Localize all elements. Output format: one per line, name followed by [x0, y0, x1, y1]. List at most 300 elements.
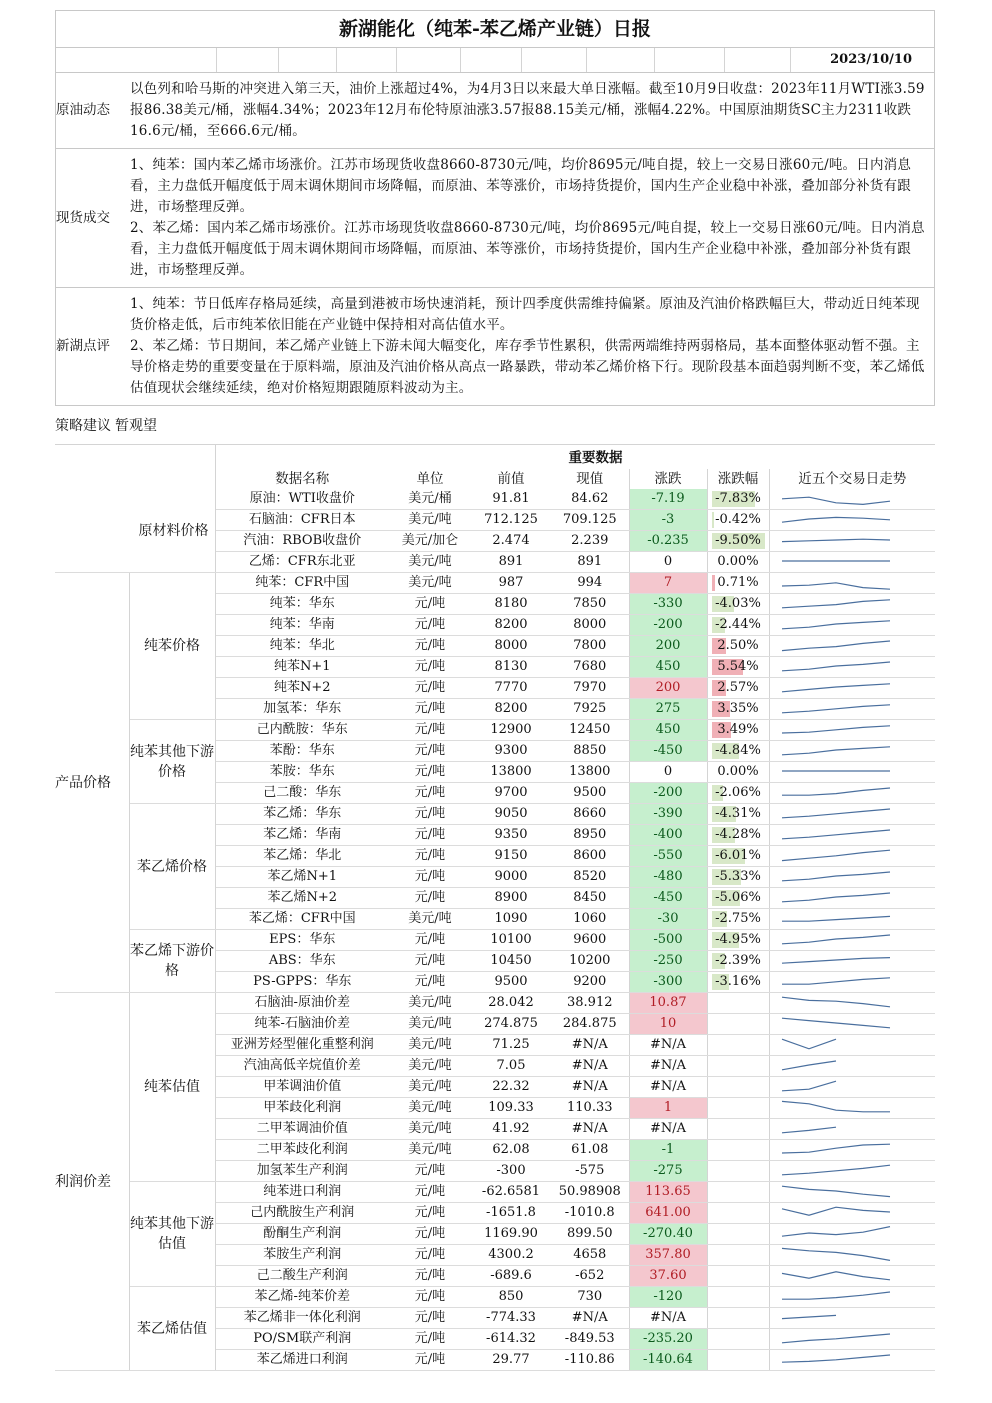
row-change-percent	[707, 1161, 769, 1182]
row-unit: 美元/吨	[389, 1035, 471, 1056]
sparkline-line	[782, 641, 890, 651]
row-name: 苯乙烯：CFR中国	[215, 909, 389, 930]
row-change: 357.80	[629, 1245, 707, 1266]
change-percent-value: 2.50%	[717, 638, 759, 653]
row-prev-value: 9700	[471, 783, 551, 804]
row-current-value: -1010.8	[551, 1203, 629, 1224]
sparkline-chart	[770, 531, 930, 551]
change-percent-value: -0.42%	[715, 512, 761, 527]
row-sparkline	[769, 1119, 935, 1140]
row-change: -200	[629, 783, 707, 804]
row-prev-value: 987	[471, 573, 551, 594]
row-prev-value: 4300.2	[471, 1245, 551, 1266]
row-sparkline	[769, 783, 935, 804]
row-unit: 元/吨	[389, 720, 471, 741]
row-unit: 美元/吨	[389, 909, 471, 930]
row-sparkline	[769, 552, 935, 573]
row-unit: 元/吨	[389, 1245, 471, 1266]
sparkline-line	[782, 1061, 836, 1070]
row-unit: 元/吨	[389, 594, 471, 615]
table-row	[55, 993, 935, 1014]
row-change-percent	[707, 1350, 769, 1371]
row-prev-value: 109.33	[471, 1098, 551, 1119]
row-change: 1	[629, 1098, 707, 1119]
row-unit: 美元/吨	[389, 573, 471, 594]
row-name: ABS：华东	[215, 951, 389, 972]
row-prev-value: 10450	[471, 951, 551, 972]
row-change-percent	[707, 636, 769, 657]
row-change: 0	[629, 762, 707, 783]
strategy-label: 策略建议	[55, 418, 111, 434]
sparkline-chart	[770, 1161, 930, 1181]
sparkline-line	[782, 916, 890, 921]
row-current-value: 4658	[551, 1245, 629, 1266]
row-change: -480	[629, 867, 707, 888]
row-sparkline	[769, 930, 935, 951]
row-change: -450	[629, 741, 707, 762]
change-percent-value: -7.83%	[715, 491, 761, 506]
row-current-value: -849.53	[551, 1329, 629, 1350]
sparkline-line	[782, 1207, 890, 1215]
group-label: 原材料价格	[55, 489, 215, 573]
row-prev-value: 891	[471, 552, 551, 573]
row-sparkline	[769, 762, 935, 783]
row-unit: 元/吨	[389, 741, 471, 762]
row-change-percent	[707, 1098, 769, 1119]
row-change: 37.60	[629, 1266, 707, 1287]
row-sparkline	[769, 951, 935, 972]
row-change: -270.40	[629, 1224, 707, 1245]
row-prev-value: 9300	[471, 741, 551, 762]
row-unit: 元/吨	[389, 1287, 471, 1308]
row-change: -7.19	[629, 489, 707, 510]
row-sparkline	[769, 909, 935, 930]
row-unit: 元/吨	[389, 888, 471, 909]
column-header: 近五个交易日走势	[769, 469, 935, 489]
row-current-value: 994	[551, 573, 629, 594]
row-unit: 美元/吨	[389, 1056, 471, 1077]
row-prev-value: 71.25	[471, 1035, 551, 1056]
sparkline-line	[782, 497, 890, 504]
row-change-percent	[707, 552, 769, 573]
row-change-percent	[707, 720, 769, 741]
row-current-value: 8850	[551, 741, 629, 762]
change-percent-bar	[712, 512, 714, 528]
row-change: 200	[629, 678, 707, 699]
row-current-value: 1060	[551, 909, 629, 930]
sparkline-chart	[770, 825, 930, 845]
change-percent-value: -3.16%	[715, 974, 761, 989]
row-change-percent	[707, 825, 769, 846]
row-unit: 元/吨	[389, 1224, 471, 1245]
sparkline-chart	[770, 1203, 930, 1223]
change-percent-value: -2.75%	[715, 911, 761, 926]
row-name: 苯乙烯：华北	[215, 846, 389, 867]
row-unit: 元/吨	[389, 972, 471, 993]
sparkline-chart	[770, 1182, 930, 1202]
subgroup-label: 纯苯价格	[129, 573, 215, 720]
row-current-value: -575	[551, 1161, 629, 1182]
row-name: 石脑油-原油价差	[215, 993, 389, 1014]
row-change-percent	[707, 1203, 769, 1224]
row-name: 亚洲芳烃型催化重整利润	[215, 1035, 389, 1056]
row-current-value: 7925	[551, 699, 629, 720]
row-change-percent	[707, 531, 769, 552]
row-current-value: 7970	[551, 678, 629, 699]
report-title: 新湖能化（纯苯-苯乙烯产业链）日报	[55, 10, 935, 48]
row-unit: 元/吨	[389, 825, 471, 846]
row-sparkline	[769, 825, 935, 846]
sparkline-line	[782, 1144, 890, 1153]
sparkline-line	[782, 1248, 890, 1260]
row-change-percent	[707, 1329, 769, 1350]
sparkline-chart	[770, 930, 930, 950]
sparkline-chart	[770, 636, 930, 656]
data-table	[55, 469, 935, 1371]
sparkline-chart	[770, 993, 930, 1013]
row-change-percent	[707, 1182, 769, 1203]
sparkline-chart	[770, 1056, 930, 1076]
row-change: -300	[629, 972, 707, 993]
sparkline-line	[782, 997, 890, 1007]
group-label: 利润价差	[55, 993, 129, 1371]
row-change-percent	[707, 804, 769, 825]
sparkline-line	[782, 1081, 836, 1091]
row-change-percent	[707, 930, 769, 951]
sparkline-chart	[770, 510, 930, 530]
sparkline-chart	[770, 888, 930, 908]
row-unit: 元/吨	[389, 657, 471, 678]
row-name: 二甲苯调油价值	[215, 1119, 389, 1140]
row-name: 纯苯：华北	[215, 636, 389, 657]
row-current-value: 899.50	[551, 1224, 629, 1245]
sparkline-chart	[770, 1266, 930, 1286]
row-prev-value: -1651.8	[471, 1203, 551, 1224]
row-current-value: 9200	[551, 972, 629, 993]
row-prev-value: 7.05	[471, 1056, 551, 1077]
row-unit: 元/吨	[389, 804, 471, 825]
row-sparkline	[769, 741, 935, 762]
row-unit: 元/吨	[389, 1203, 471, 1224]
sparkline-chart	[770, 762, 930, 782]
section-text	[130, 149, 934, 287]
change-percent-value: -5.06%	[715, 890, 761, 905]
sparkline-chart	[770, 846, 930, 866]
row-current-value: #N/A	[551, 1077, 629, 1098]
row-prev-value: -774.33	[471, 1308, 551, 1329]
sparkline-line	[782, 726, 890, 733]
row-name: 苯胺：华东	[215, 762, 389, 783]
change-percent-value: -5.33%	[715, 869, 761, 884]
row-name: 甲苯歧化利润	[215, 1098, 389, 1119]
row-change: -400	[629, 825, 707, 846]
row-prev-value: 712.125	[471, 510, 551, 531]
row-prev-value: 8000	[471, 636, 551, 657]
row-change-percent	[707, 909, 769, 930]
row-name: 乙烯：CFR东北亚	[215, 552, 389, 573]
row-change: 10	[629, 1014, 707, 1035]
column-header: 现值	[576, 471, 604, 487]
row-unit: 美元/桶	[389, 489, 471, 510]
row-unit: 元/吨	[389, 846, 471, 867]
sparkline-line	[782, 850, 890, 860]
row-prev-value: 12900	[471, 720, 551, 741]
row-current-value: 13800	[551, 762, 629, 783]
row-current-value: 709.125	[551, 510, 629, 531]
row-current-value: 8600	[551, 846, 629, 867]
sparkline-chart	[770, 594, 930, 614]
subgroup-label: 纯苯估值	[129, 993, 215, 1182]
row-name: 纯苯-石脑油价差	[215, 1014, 389, 1035]
section-paragraph: 2、苯乙烯：国内苯乙烯市场涨价。江苏市场现货收盘8660-8730元/吨，均价8695元/吨自提，较上一交易日涨60元/吨。日内消息看，主力盘低开幅度低于周末调休期间市场降幅，而原油、苯等涨价，市场持货提价，国内生产企业稳中补涨，叠加部分补货有跟进，市场整理反弹。	[130, 220, 925, 278]
row-name: 苯胺生产利润	[215, 1245, 389, 1266]
row-unit: 元/吨	[389, 1329, 471, 1350]
row-current-value: 110.33	[551, 1098, 629, 1119]
sparkline-line	[782, 978, 890, 984]
row-change: -235.20	[629, 1329, 707, 1350]
row-unit: 美元/吨	[389, 552, 471, 573]
row-change: #N/A	[629, 1035, 707, 1056]
row-unit: 美元/吨	[389, 1077, 471, 1098]
row-change: -140.64	[629, 1350, 707, 1371]
sparkline-line	[782, 1018, 890, 1028]
row-change-percent	[707, 573, 769, 594]
row-sparkline	[769, 1350, 935, 1371]
row-unit: 元/吨	[389, 783, 471, 804]
row-name: 酚酮生产利润	[215, 1224, 389, 1245]
change-percent-value: -4.31%	[715, 806, 761, 821]
row-current-value: 8000	[551, 615, 629, 636]
sparkline-line	[782, 1227, 890, 1237]
row-change-percent	[707, 489, 769, 510]
row-change-percent	[707, 783, 769, 804]
text-sections	[55, 73, 935, 406]
row-change-percent	[707, 1140, 769, 1161]
row-name: PS-GPPS：华东	[215, 972, 389, 993]
row-prev-value: 274.875	[471, 1014, 551, 1035]
row-current-value: #N/A	[551, 1035, 629, 1056]
row-sparkline	[769, 972, 935, 993]
table-header-row	[55, 469, 935, 489]
row-change-percent	[707, 1035, 769, 1056]
row-sparkline	[769, 594, 935, 615]
row-change-percent	[707, 1287, 769, 1308]
row-sparkline	[769, 1308, 935, 1329]
row-unit: 元/吨	[389, 636, 471, 657]
sparkline-chart	[770, 1119, 930, 1139]
row-name: 苯乙烯：华东	[215, 804, 389, 825]
row-change-percent	[707, 951, 769, 972]
report-page	[55, 10, 935, 1371]
row-sparkline	[769, 1035, 935, 1056]
sparkline-line	[782, 788, 890, 795]
sparkline-chart	[770, 804, 930, 824]
change-percent-value: 3.35%	[717, 701, 759, 716]
section-label: 现货成交	[56, 209, 110, 226]
row-change: 275	[629, 699, 707, 720]
row-sparkline	[769, 888, 935, 909]
row-change: #N/A	[629, 1119, 707, 1140]
row-change: #N/A	[629, 1308, 707, 1329]
row-change-percent	[707, 510, 769, 531]
sparkline-chart	[770, 1077, 930, 1097]
row-unit: 美元/吨	[389, 510, 471, 531]
row-name: PO/SM联产利润	[215, 1329, 389, 1350]
sparkline-chart	[770, 1014, 930, 1034]
sparkline-line	[782, 583, 890, 589]
row-change: -450	[629, 888, 707, 909]
change-percent-value: -4.03%	[715, 596, 761, 611]
sparkline-line	[782, 1165, 890, 1175]
row-unit: 元/吨	[389, 1266, 471, 1287]
row-current-value: 730	[551, 1287, 629, 1308]
subgroup-label: 纯苯其他下游价格	[129, 720, 215, 804]
sparkline-chart	[770, 573, 930, 593]
sparkline-line	[782, 1315, 836, 1318]
row-prev-value: -614.32	[471, 1329, 551, 1350]
section-paragraph: 1、纯苯：节日低库存格局延续，高量到港被市场快速消耗，预计四季度供需维持偏紧。原油及汽油价格跌幅巨大，带动近日纯苯现货价格走低，后市纯苯依旧能在产业链中保持相对高估值水平。	[130, 296, 920, 333]
strategy-text: 暂观望	[115, 418, 157, 434]
sparkline-chart	[770, 909, 930, 929]
sparkline-line	[782, 1101, 890, 1111]
row-name: 己内酰胺：华东	[215, 720, 389, 741]
change-percent-value: 5.54%	[717, 659, 759, 674]
change-percent-value: -4.28%	[715, 827, 761, 842]
row-unit: 元/吨	[389, 930, 471, 951]
sparkline-chart	[770, 552, 930, 572]
row-current-value: #N/A	[551, 1119, 629, 1140]
row-current-value: #N/A	[551, 1308, 629, 1329]
change-percent-value: 3.49%	[717, 722, 759, 737]
section-text	[130, 73, 934, 148]
row-change-percent	[707, 993, 769, 1014]
table-title: 重要数据	[215, 445, 935, 469]
sparkline-chart	[770, 1098, 930, 1118]
section-paragraph: 2、苯乙烯：节日期间，苯乙烯产业链上下游未闻大幅变化，库存季节性累积，供需两端维持两弱格局，基本面整体驱动暂不强。主导价格走势的重要变量在于原料端，原油及汽油价格从高点一路暴跌，带动苯乙烯价格下行。现阶段基本面趋弱判断不变，苯乙烯低估值现状会继续延续，绝对价格短期跟随原料波动为主。	[130, 338, 925, 396]
row-name: 己二酸：华东	[215, 783, 389, 804]
row-sparkline	[769, 720, 935, 741]
sparkline-line	[782, 1292, 890, 1299]
row-sparkline	[769, 1077, 935, 1098]
row-unit: 元/吨	[389, 699, 471, 720]
row-prev-value: 7770	[471, 678, 551, 699]
row-name: 纯苯：CFR中国	[215, 573, 389, 594]
sparkline-line	[782, 1334, 890, 1343]
row-change-percent	[707, 741, 769, 762]
row-prev-value: 91.81	[471, 489, 551, 510]
row-prev-value: 8180	[471, 594, 551, 615]
row-change: -1	[629, 1140, 707, 1161]
row-change-percent	[707, 972, 769, 993]
row-prev-value: 8200	[471, 615, 551, 636]
sparkline-line	[782, 662, 890, 671]
table-row	[55, 1287, 935, 1308]
subgroup-label: 苯乙烯估值	[129, 1287, 215, 1371]
row-name: 苯乙烯：华南	[215, 825, 389, 846]
sparkline-line	[782, 621, 890, 629]
sparkline-line	[782, 872, 890, 881]
row-sparkline	[769, 846, 935, 867]
sparkline-line	[782, 1127, 836, 1133]
change-percent-bar	[712, 575, 716, 591]
row-unit: 元/吨	[389, 867, 471, 888]
row-current-value: 891	[551, 552, 629, 573]
row-unit: 元/吨	[389, 1350, 471, 1371]
row-current-value: 61.08	[551, 1140, 629, 1161]
row-unit: 元/吨	[389, 678, 471, 699]
row-current-value: 2.239	[551, 531, 629, 552]
row-change-percent	[707, 1077, 769, 1098]
section-label: 原油动态	[56, 102, 110, 118]
column-header: 涨跌	[629, 469, 707, 489]
row-sparkline	[769, 1203, 935, 1224]
row-change-percent	[707, 846, 769, 867]
sparkline-chart	[770, 1350, 930, 1370]
table-row	[55, 720, 935, 741]
sparkline-line	[782, 1039, 836, 1049]
row-prev-value: 22.32	[471, 1077, 551, 1098]
row-sparkline	[769, 615, 935, 636]
column-header: 数据名称	[275, 471, 330, 487]
row-change: 450	[629, 657, 707, 678]
change-percent-value: -6.01%	[715, 848, 761, 863]
row-prev-value: 9350	[471, 825, 551, 846]
row-change: 450	[629, 720, 707, 741]
row-prev-value: 9000	[471, 867, 551, 888]
change-percent-value: -2.06%	[715, 785, 761, 800]
row-name: 苯乙烯进口利润	[215, 1350, 389, 1371]
change-percent-value: -9.50%	[715, 533, 761, 548]
row-sparkline	[769, 1014, 935, 1035]
row-current-value: 84.62	[551, 489, 629, 510]
group-label: 产品价格	[55, 573, 129, 993]
row-change: 113.65	[629, 1182, 707, 1203]
sparkline-line	[782, 1186, 890, 1196]
row-current-value: 10200	[551, 951, 629, 972]
sparkline-line	[782, 747, 890, 755]
report-date: 2023/10/10	[830, 52, 912, 67]
change-percent-value: 0.71%	[717, 575, 759, 590]
row-prev-value: 8900	[471, 888, 551, 909]
sparkline-chart	[770, 1329, 930, 1349]
row-change-percent	[707, 1308, 769, 1329]
date-row	[55, 48, 935, 73]
row-sparkline	[769, 1140, 935, 1161]
row-change: #N/A	[629, 1077, 707, 1098]
row-change-percent	[707, 657, 769, 678]
row-prev-value: 9150	[471, 846, 551, 867]
sparkline-chart	[770, 972, 930, 992]
row-name: 纯苯N+1	[215, 657, 389, 678]
row-unit: 元/吨	[389, 615, 471, 636]
section-0	[55, 73, 935, 149]
row-prev-value: 29.77	[471, 1350, 551, 1371]
row-current-value: 284.875	[551, 1014, 629, 1035]
row-current-value: 50.98908	[551, 1182, 629, 1203]
row-current-value: 8450	[551, 888, 629, 909]
sparkline-line	[782, 958, 890, 964]
row-current-value: 9500	[551, 783, 629, 804]
subgroup-label: 苯乙烯下游价格	[129, 930, 215, 993]
row-change: 200	[629, 636, 707, 657]
row-current-value: 7850	[551, 594, 629, 615]
row-change-percent	[707, 762, 769, 783]
sparkline-chart	[770, 489, 930, 509]
sparkline-line	[782, 517, 890, 522]
sparkline-line	[782, 893, 890, 902]
row-sparkline	[769, 867, 935, 888]
row-name: 苯酚：华东	[215, 741, 389, 762]
